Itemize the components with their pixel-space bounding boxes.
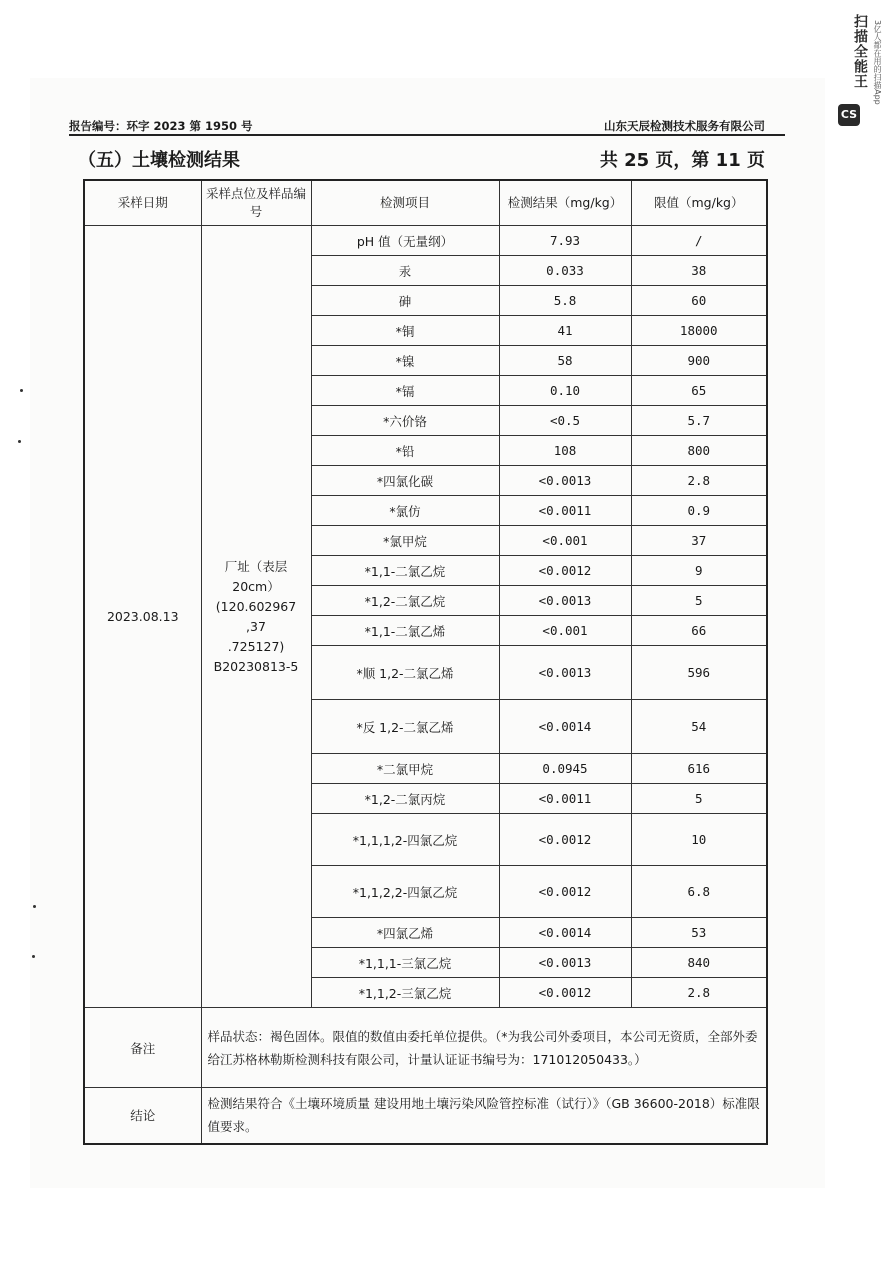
test-result: <0.0011: [499, 784, 631, 814]
header-result: 检测结果（mg/kg）: [499, 180, 631, 226]
conclusion-row: [84, 1088, 767, 1144]
sample-point-line: B20230813-5: [213, 658, 299, 674]
test-limit: 37: [631, 526, 767, 556]
remark-row: [84, 1008, 767, 1088]
test-item: *镍: [311, 346, 499, 376]
test-result: 58: [499, 346, 631, 376]
scan-background: [0, 0, 892, 78]
test-result: 5.8: [499, 286, 631, 316]
test-result: <0.001: [499, 526, 631, 556]
test-result: <0.0014: [499, 700, 631, 754]
sample-point-line: 20cm）: [232, 578, 280, 594]
test-result: <0.5: [499, 406, 631, 436]
test-result: <0.0012: [499, 978, 631, 1008]
remark-text: 样品状态：褐色固体。限值的数值由委托单位提供。（*为我公司外委项目，本公司无资质，全部外委给江苏格林勒斯检测科技有限公司，计量认证证书编号为：171012050433。）: [201, 1008, 767, 1088]
test-item: *二氯甲烷: [311, 754, 499, 784]
test-item: *镉: [311, 376, 499, 406]
table-header-row: [84, 180, 767, 226]
page-count: 共 25 页，第 11 页: [599, 150, 765, 171]
test-limit: 840: [631, 948, 767, 978]
test-result: 7.93: [499, 226, 631, 256]
test-limit: 6.8: [631, 866, 767, 918]
header-test-item: 检测项目: [311, 180, 499, 226]
test-item: *1,1,2,2-四氯乙烷: [311, 866, 499, 918]
test-item: *1,1-二氯乙烯: [311, 616, 499, 646]
test-result: <0.0012: [499, 866, 631, 918]
report-number: 报告编号：环字 2023 第 1950 号: [69, 119, 253, 133]
test-limit: 38: [631, 256, 767, 286]
header-sample-date: 采样日期: [84, 180, 201, 226]
test-limit: 18000: [631, 316, 767, 346]
test-item: *1,2-二氯乙烷: [311, 586, 499, 616]
test-item: *氯甲烷: [311, 526, 499, 556]
camscanner-icon: CS: [838, 104, 860, 126]
test-limit: 0.9: [631, 496, 767, 526]
test-item: *氯仿: [311, 496, 499, 526]
test-item: *1,1,1,2-四氯乙烷: [311, 814, 499, 866]
test-limit: 596: [631, 646, 767, 700]
test-limit: 2.8: [631, 978, 767, 1008]
punch-mark: [32, 955, 35, 958]
test-item: *反 1,2-二氯乙烯: [311, 700, 499, 754]
test-item: *四氯乙烯: [311, 918, 499, 948]
logo-subtitle: 3亿人都在用的扫描App: [873, 20, 882, 105]
sample-point-line: 厂址（表层: [224, 558, 288, 574]
test-limit: /: [631, 226, 767, 256]
test-result: <0.001: [499, 616, 631, 646]
test-limit: 5: [631, 586, 767, 616]
test-result: 0.033: [499, 256, 631, 286]
test-result: <0.0013: [499, 948, 631, 978]
test-result: 0.10: [499, 376, 631, 406]
test-item: *顺 1,2-二氯乙烯: [311, 646, 499, 700]
test-result: <0.0013: [499, 586, 631, 616]
soil-results-table: [83, 179, 768, 1145]
test-item: *四氯化碳: [311, 466, 499, 496]
conclusion-label: 结论: [84, 1088, 201, 1144]
punch-mark: [18, 440, 21, 443]
test-item: 汞: [311, 256, 499, 286]
remark-label: 备注: [84, 1008, 201, 1088]
conclusion-text: 检测结果符合《土壤环境质量 建设用地土壤污染风险管控标准（试行）》（GB 36600-2018）标准限值要求。: [201, 1088, 767, 1144]
test-result: 108: [499, 436, 631, 466]
table-row: [84, 226, 767, 256]
test-result: <0.0012: [499, 556, 631, 586]
test-limit: 2.8: [631, 466, 767, 496]
sample-point-line: ,37: [246, 618, 266, 634]
test-limit: 53: [631, 918, 767, 948]
header-limit: 限值（mg/kg）: [631, 180, 767, 226]
test-result: <0.0012: [499, 814, 631, 866]
test-limit: 60: [631, 286, 767, 316]
section-title: （五）土壤检测结果: [78, 150, 240, 171]
test-limit: 616: [631, 754, 767, 784]
test-limit: 900: [631, 346, 767, 376]
test-limit: 5.7: [631, 406, 767, 436]
test-item: *1,1,1-三氯乙烷: [311, 948, 499, 978]
test-limit: 54: [631, 700, 767, 754]
test-result: <0.0014: [499, 918, 631, 948]
header-sample-point: 采样点位及样品编号: [201, 180, 311, 226]
test-item: *铅: [311, 436, 499, 466]
header-divider: [69, 134, 785, 136]
sample-date-cell: 2023.08.13: [84, 226, 201, 1008]
sample-point-line: .725127): [227, 638, 285, 654]
test-item: *1,2-二氯丙烷: [311, 784, 499, 814]
sample-point-line: (120.602967: [215, 598, 297, 614]
punch-mark: [33, 905, 36, 908]
test-limit: 66: [631, 616, 767, 646]
test-item: pH 值（无量纲）: [311, 226, 499, 256]
test-limit: 800: [631, 436, 767, 466]
test-item: *六价铬: [311, 406, 499, 436]
test-limit: 9: [631, 556, 767, 586]
logo-title: 扫描全能王: [852, 14, 868, 89]
test-limit: 5: [631, 784, 767, 814]
test-limit: 10: [631, 814, 767, 866]
test-result: <0.0011: [499, 496, 631, 526]
test-item: *铜: [311, 316, 499, 346]
test-item: *1,1,2-三氯乙烷: [311, 978, 499, 1008]
test-item: 砷: [311, 286, 499, 316]
test-result: <0.0013: [499, 466, 631, 496]
test-result: 0.0945: [499, 754, 631, 784]
test-result: <0.0013: [499, 646, 631, 700]
sample-point-cell: [201, 226, 311, 1008]
test-limit: 65: [631, 376, 767, 406]
test-item: *1,1-二氯乙烷: [311, 556, 499, 586]
test-result: 41: [499, 316, 631, 346]
punch-mark: [20, 389, 23, 392]
company-name: 山东天辰检测技术服务有限公司: [604, 119, 765, 133]
